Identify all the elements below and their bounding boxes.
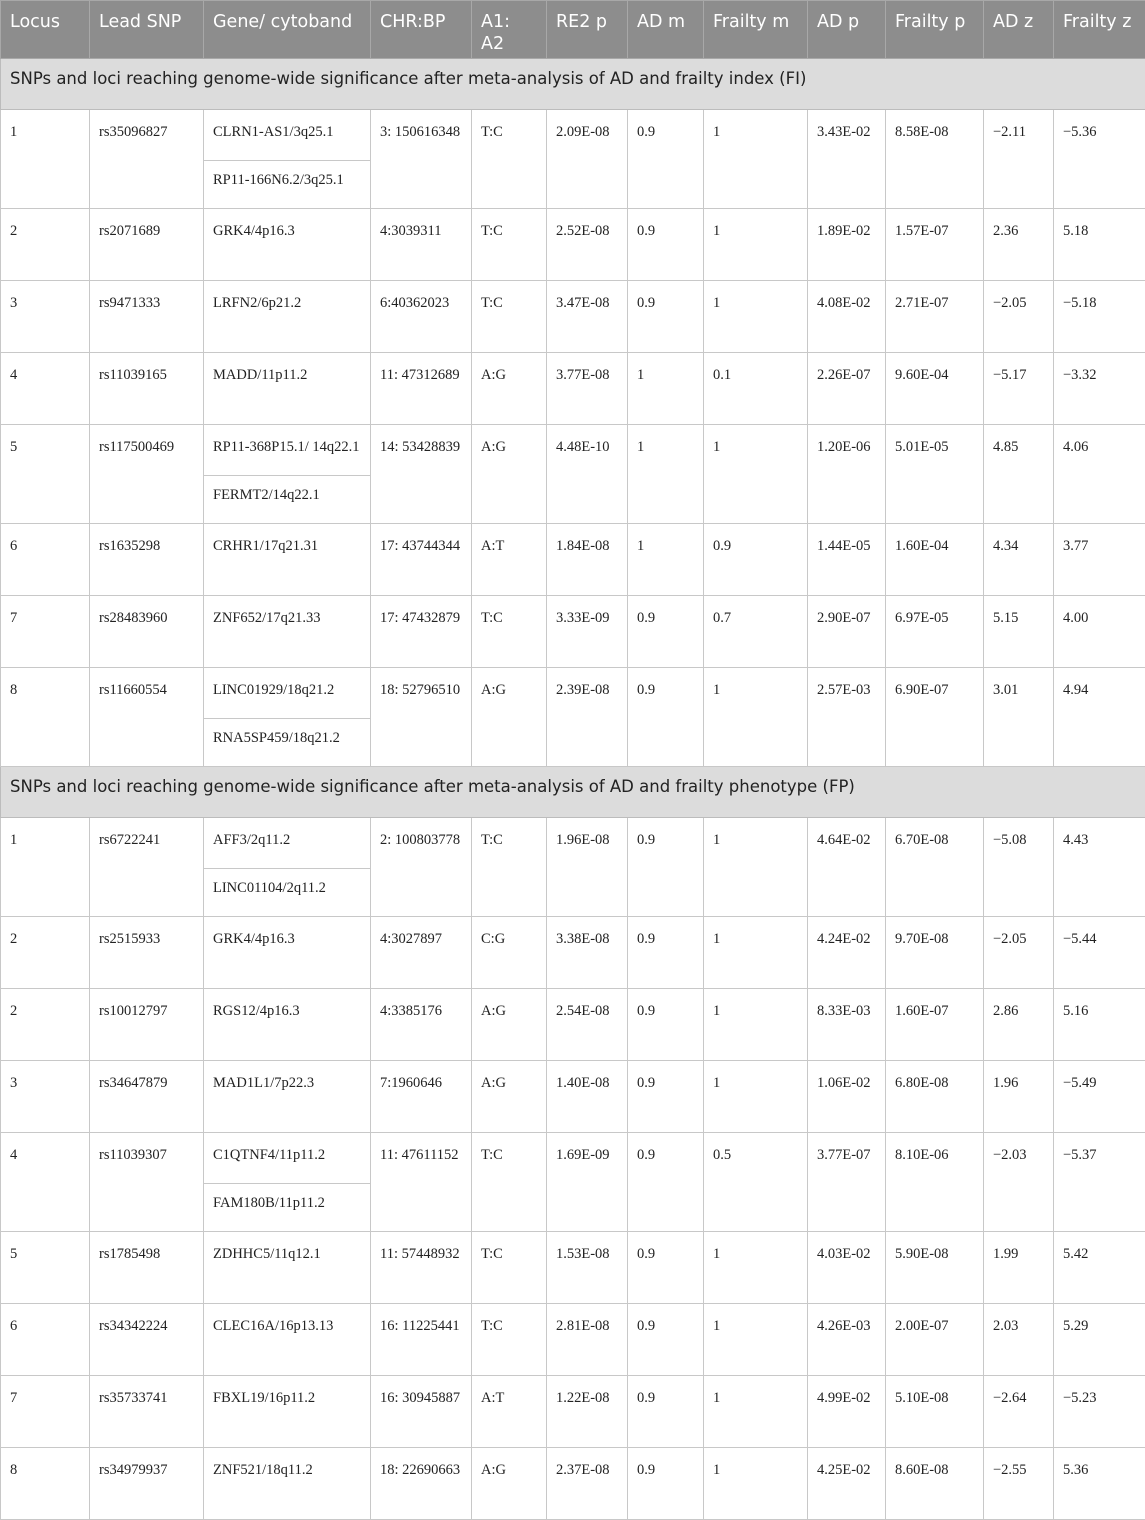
cell-locus: 3 [1, 1061, 90, 1133]
cell-ad-z: −5.08 [984, 818, 1054, 917]
table-row [1, 1448, 1145, 1520]
cell-locus: 2 [1, 989, 90, 1061]
table-row [1, 1304, 1145, 1376]
cell-frailty-m: 0.5 [704, 1133, 808, 1232]
cell-ad-p: 1.44E-05 [808, 524, 886, 596]
cell-ad-z: 2.03 [984, 1304, 1054, 1376]
cell-lead-snp: rs2071689 [90, 209, 204, 281]
cell-ad-z: 4.85 [984, 425, 1054, 524]
cell-re2-p: 1.22E-08 [547, 1376, 628, 1448]
table-row [1, 596, 1145, 668]
cell-re2-p: 2.54E-08 [547, 989, 628, 1061]
cell-ad-m: 0.9 [628, 1061, 704, 1133]
col-header-ad-z: AD z [984, 1, 1054, 59]
cell-chr-bp: 3: 150616348 [371, 110, 472, 209]
cell-frailty-m: 0.1 [704, 353, 808, 425]
cell-frailty-m: 0.7 [704, 596, 808, 668]
cell-frailty-m: 1 [704, 209, 808, 281]
cell-chr-bp: 2: 100803778 [371, 818, 472, 917]
cell-frailty-p: 6.70E-08 [886, 818, 984, 917]
cell-chr-bp: 14: 53428839 [371, 425, 472, 524]
cell-ad-m: 0.9 [628, 1304, 704, 1376]
cell-re2-p: 1.69E-09 [547, 1133, 628, 1232]
cell-ad-z: 2.36 [984, 209, 1054, 281]
cell-chr-bp: 4:3385176 [371, 989, 472, 1061]
cell-frailty-z: 4.00 [1054, 596, 1145, 668]
cell-gene-cytoband: AFF3/2q11.2 [204, 818, 371, 869]
cell-ad-p: 4.03E-02 [808, 1232, 886, 1304]
cell-locus: 5 [1, 1232, 90, 1304]
cell-frailty-p: 5.90E-08 [886, 1232, 984, 1304]
cell-frailty-p: 2.71E-07 [886, 281, 984, 353]
col-header-re2-p: RE2 p [547, 1, 628, 59]
cell-chr-bp: 17: 43744344 [371, 524, 472, 596]
cell-ad-m: 0.9 [628, 1232, 704, 1304]
cell-frailty-z: −5.49 [1054, 1061, 1145, 1133]
table-row [1, 818, 1145, 869]
cell-frailty-p: 1.60E-07 [886, 989, 984, 1061]
cell-ad-m: 1 [628, 425, 704, 524]
cell-gene-cytoband: FERMT2/14q22.1 [204, 476, 371, 524]
cell-gene-cytoband: LINC01104/2q11.2 [204, 869, 371, 917]
cell-ad-m: 0.9 [628, 596, 704, 668]
cell-ad-p: 4.26E-03 [808, 1304, 886, 1376]
cell-ad-z: 5.15 [984, 596, 1054, 668]
cell-re2-p: 1.40E-08 [547, 1061, 628, 1133]
cell-frailty-z: −5.37 [1054, 1133, 1145, 1232]
cell-frailty-p: 9.60E-04 [886, 353, 984, 425]
table-row [1, 917, 1145, 989]
cell-locus: 1 [1, 818, 90, 917]
cell-gene-cytoband: ZNF652/17q21.33 [204, 596, 371, 668]
cell-gene-cytoband: RGS12/4p16.3 [204, 989, 371, 1061]
col-header-lead-snp: Lead SNP [90, 1, 204, 59]
cell-locus: 3 [1, 281, 90, 353]
cell-re2-p: 2.37E-08 [547, 1448, 628, 1520]
cell-frailty-m: 1 [704, 1304, 808, 1376]
col-header-ad-m: AD m [628, 1, 704, 59]
cell-ad-p: 1.89E-02 [808, 209, 886, 281]
cell-gene-cytoband: ZDHHC5/11q12.1 [204, 1232, 371, 1304]
cell-frailty-p: 1.60E-04 [886, 524, 984, 596]
cell-frailty-m: 1 [704, 425, 808, 524]
cell-alleles: A:G [472, 1061, 547, 1133]
cell-chr-bp: 6:40362023 [371, 281, 472, 353]
cell-alleles: A:G [472, 668, 547, 767]
cell-ad-p: 3.43E-02 [808, 110, 886, 209]
cell-ad-m: 0.9 [628, 818, 704, 917]
cell-locus: 1 [1, 110, 90, 209]
cell-locus: 2 [1, 209, 90, 281]
cell-gene-cytoband: CLEC16A/16p13.13 [204, 1304, 371, 1376]
section-title: SNPs and loci reaching genome-wide significance after meta-analysis of AD and frailty phenotype (FP) [1, 767, 1145, 818]
cell-frailty-m: 1 [704, 1376, 808, 1448]
cell-locus: 5 [1, 425, 90, 524]
cell-alleles: T:C [472, 110, 547, 209]
cell-ad-m: 0.9 [628, 110, 704, 209]
cell-lead-snp: rs11039165 [90, 353, 204, 425]
section-title: SNPs and loci reaching genome-wide significance after meta-analysis of AD and frailty index (FI) [1, 59, 1145, 110]
header-row [1, 1, 1145, 59]
col-header-frailty-p: Frailty p [886, 1, 984, 59]
table-row [1, 1061, 1145, 1133]
cell-lead-snp: rs11660554 [90, 668, 204, 767]
cell-locus: 4 [1, 353, 90, 425]
cell-frailty-p: 6.90E-07 [886, 668, 984, 767]
cell-locus: 8 [1, 668, 90, 767]
cell-frailty-m: 1 [704, 1232, 808, 1304]
cell-frailty-m: 1 [704, 1061, 808, 1133]
cell-chr-bp: 16: 30945887 [371, 1376, 472, 1448]
cell-re2-p: 3.47E-08 [547, 281, 628, 353]
cell-lead-snp: rs117500469 [90, 425, 204, 524]
cell-frailty-p: 5.01E-05 [886, 425, 984, 524]
cell-locus: 4 [1, 1133, 90, 1232]
cell-locus: 6 [1, 1304, 90, 1376]
table-row [1, 353, 1145, 425]
cell-alleles: A:G [472, 425, 547, 524]
cell-frailty-p: 8.10E-06 [886, 1133, 984, 1232]
cell-lead-snp: rs34979937 [90, 1448, 204, 1520]
cell-alleles: T:C [472, 281, 547, 353]
cell-frailty-z: −5.23 [1054, 1376, 1145, 1448]
cell-frailty-p: 1.57E-07 [886, 209, 984, 281]
cell-lead-snp: rs11039307 [90, 1133, 204, 1232]
table-row [1, 110, 1145, 161]
cell-re2-p: 2.81E-08 [547, 1304, 628, 1376]
cell-frailty-m: 0.9 [704, 524, 808, 596]
cell-gene-cytoband: RP11-368P15.1/ 14q22.1 [204, 425, 371, 476]
cell-alleles: A:G [472, 989, 547, 1061]
cell-frailty-p: 9.70E-08 [886, 917, 984, 989]
cell-alleles: A:T [472, 1376, 547, 1448]
table-row [1, 989, 1145, 1061]
table-row [1, 668, 1145, 719]
cell-chr-bp: 4:3027897 [371, 917, 472, 989]
cell-alleles: T:C [472, 209, 547, 281]
cell-ad-m: 0.9 [628, 209, 704, 281]
cell-frailty-z: −5.18 [1054, 281, 1145, 353]
cell-frailty-z: 4.94 [1054, 668, 1145, 767]
cell-ad-z: −2.05 [984, 281, 1054, 353]
cell-alleles: A:G [472, 1448, 547, 1520]
cell-re2-p: 1.53E-08 [547, 1232, 628, 1304]
cell-ad-z: −2.55 [984, 1448, 1054, 1520]
table-body [1, 59, 1145, 1520]
cell-alleles: C:G [472, 917, 547, 989]
cell-frailty-z: 5.16 [1054, 989, 1145, 1061]
cell-gene-cytoband: LRFN2/6p21.2 [204, 281, 371, 353]
cell-chr-bp: 16: 11225441 [371, 1304, 472, 1376]
col-header-chr-bp: CHR:BP [371, 1, 472, 59]
cell-frailty-m: 1 [704, 989, 808, 1061]
cell-ad-m: 1 [628, 353, 704, 425]
cell-ad-z: 1.96 [984, 1061, 1054, 1133]
cell-gene-cytoband: RP11-166N6.2/3q25.1 [204, 161, 371, 209]
cell-ad-m: 0.9 [628, 668, 704, 767]
cell-frailty-p: 8.60E-08 [886, 1448, 984, 1520]
cell-ad-z: −2.03 [984, 1133, 1054, 1232]
cell-ad-p: 4.99E-02 [808, 1376, 886, 1448]
col-header-frailty-m: Frailty m [704, 1, 808, 59]
cell-gene-cytoband: FAM180B/11p11.2 [204, 1184, 371, 1232]
cell-ad-z: 2.86 [984, 989, 1054, 1061]
cell-ad-m: 0.9 [628, 989, 704, 1061]
cell-re2-p: 2.09E-08 [547, 110, 628, 209]
cell-frailty-p: 5.10E-08 [886, 1376, 984, 1448]
cell-ad-p: 4.64E-02 [808, 818, 886, 917]
cell-re2-p: 3.77E-08 [547, 353, 628, 425]
cell-lead-snp: rs28483960 [90, 596, 204, 668]
cell-ad-z: 1.99 [984, 1232, 1054, 1304]
cell-gene-cytoband: GRK4/4p16.3 [204, 209, 371, 281]
cell-chr-bp: 11: 47312689 [371, 353, 472, 425]
cell-frailty-z: 5.36 [1054, 1448, 1145, 1520]
cell-frailty-m: 1 [704, 281, 808, 353]
cell-lead-snp: rs1635298 [90, 524, 204, 596]
cell-alleles: T:C [472, 818, 547, 917]
cell-ad-m: 0.9 [628, 281, 704, 353]
cell-chr-bp: 11: 57448932 [371, 1232, 472, 1304]
col-header-ad-p: AD p [808, 1, 886, 59]
cell-frailty-z: 4.43 [1054, 818, 1145, 917]
cell-ad-m: 0.9 [628, 917, 704, 989]
cell-ad-z: −2.11 [984, 110, 1054, 209]
cell-frailty-z: 5.29 [1054, 1304, 1145, 1376]
cell-alleles: T:C [472, 1133, 547, 1232]
cell-ad-p: 2.90E-07 [808, 596, 886, 668]
table-row [1, 281, 1145, 353]
cell-ad-m: 1 [628, 524, 704, 596]
cell-gene-cytoband: LINC01929/18q21.2 [204, 668, 371, 719]
cell-frailty-m: 1 [704, 110, 808, 209]
cell-locus: 7 [1, 1376, 90, 1448]
cell-alleles: T:C [472, 1304, 547, 1376]
cell-lead-snp: rs10012797 [90, 989, 204, 1061]
cell-alleles: A:G [472, 353, 547, 425]
cell-ad-m: 0.9 [628, 1448, 704, 1520]
cell-re2-p: 3.38E-08 [547, 917, 628, 989]
cell-frailty-z: 5.18 [1054, 209, 1145, 281]
cell-frailty-z: −3.32 [1054, 353, 1145, 425]
cell-gene-cytoband: MAD1L1/7p22.3 [204, 1061, 371, 1133]
cell-frailty-m: 1 [704, 818, 808, 917]
cell-gene-cytoband: MADD/11p11.2 [204, 353, 371, 425]
cell-frailty-m: 1 [704, 668, 808, 767]
cell-ad-z: 4.34 [984, 524, 1054, 596]
cell-alleles: A:T [472, 524, 547, 596]
section-header-row [1, 59, 1145, 110]
cell-re2-p: 2.39E-08 [547, 668, 628, 767]
cell-frailty-p: 2.00E-07 [886, 1304, 984, 1376]
cell-alleles: T:C [472, 596, 547, 668]
cell-lead-snp: rs34342224 [90, 1304, 204, 1376]
cell-chr-bp: 17: 47432879 [371, 596, 472, 668]
table-row [1, 524, 1145, 596]
cell-frailty-p: 8.58E-08 [886, 110, 984, 209]
cell-ad-m: 0.9 [628, 1133, 704, 1232]
cell-ad-p: 1.20E-06 [808, 425, 886, 524]
cell-frailty-z: −5.44 [1054, 917, 1145, 989]
table-row [1, 425, 1145, 476]
cell-gene-cytoband: RNA5SP459/18q21.2 [204, 719, 371, 767]
section-header-row [1, 767, 1145, 818]
col-header-frailty-z: Frailty z [1054, 1, 1145, 59]
cell-frailty-z: 4.06 [1054, 425, 1145, 524]
cell-re2-p: 2.52E-08 [547, 209, 628, 281]
table-row [1, 1232, 1145, 1304]
col-header-alleles: A1: A2 [472, 1, 547, 59]
cell-ad-p: 8.33E-03 [808, 989, 886, 1061]
cell-frailty-z: 5.42 [1054, 1232, 1145, 1304]
cell-chr-bp: 7:1960646 [371, 1061, 472, 1133]
cell-re2-p: 3.33E-09 [547, 596, 628, 668]
cell-lead-snp: rs2515933 [90, 917, 204, 989]
cell-ad-p: 3.77E-07 [808, 1133, 886, 1232]
col-header-locus: Locus [1, 1, 90, 59]
cell-ad-p: 2.57E-03 [808, 668, 886, 767]
col-header-gene-cytoband: Gene/ cytoband [204, 1, 371, 59]
cell-chr-bp: 11: 47611152 [371, 1133, 472, 1232]
cell-gene-cytoband: CRHR1/17q21.31 [204, 524, 371, 596]
cell-lead-snp: rs34647879 [90, 1061, 204, 1133]
cell-re2-p: 4.48E-10 [547, 425, 628, 524]
cell-gene-cytoband: ZNF521/18q11.2 [204, 1448, 371, 1520]
cell-ad-z: −2.64 [984, 1376, 1054, 1448]
cell-ad-p: 2.26E-07 [808, 353, 886, 425]
cell-locus: 7 [1, 596, 90, 668]
cell-frailty-p: 6.80E-08 [886, 1061, 984, 1133]
cell-frailty-z: 3.77 [1054, 524, 1145, 596]
cell-frailty-m: 1 [704, 917, 808, 989]
cell-ad-z: 3.01 [984, 668, 1054, 767]
cell-ad-z: −5.17 [984, 353, 1054, 425]
cell-gene-cytoband: CLRN1-AS1/3q25.1 [204, 110, 371, 161]
cell-gene-cytoband: FBXL19/16p11.2 [204, 1376, 371, 1448]
cell-re2-p: 1.96E-08 [547, 818, 628, 917]
cell-lead-snp: rs35733741 [90, 1376, 204, 1448]
cell-chr-bp: 4:3039311 [371, 209, 472, 281]
cell-lead-snp: rs35096827 [90, 110, 204, 209]
cell-lead-snp: rs9471333 [90, 281, 204, 353]
cell-ad-p: 4.24E-02 [808, 917, 886, 989]
cell-frailty-z: −5.36 [1054, 110, 1145, 209]
table-row [1, 209, 1145, 281]
cell-lead-snp: rs6722241 [90, 818, 204, 917]
cell-ad-p: 1.06E-02 [808, 1061, 886, 1133]
cell-ad-z: −2.05 [984, 917, 1054, 989]
cell-ad-p: 4.25E-02 [808, 1448, 886, 1520]
cell-frailty-p: 6.97E-05 [886, 596, 984, 668]
cell-locus: 6 [1, 524, 90, 596]
cell-ad-m: 0.9 [628, 1376, 704, 1448]
cell-chr-bp: 18: 52796510 [371, 668, 472, 767]
cell-locus: 2 [1, 917, 90, 989]
cell-gene-cytoband: C1QTNF4/11p11.2 [204, 1133, 371, 1184]
table-row [1, 1133, 1145, 1184]
table-row [1, 1376, 1145, 1448]
cell-lead-snp: rs1785498 [90, 1232, 204, 1304]
cell-locus: 8 [1, 1448, 90, 1520]
cell-re2-p: 1.84E-08 [547, 524, 628, 596]
cell-chr-bp: 18: 22690663 [371, 1448, 472, 1520]
cell-alleles: T:C [472, 1232, 547, 1304]
cell-frailty-m: 1 [704, 1448, 808, 1520]
cell-gene-cytoband: GRK4/4p16.3 [204, 917, 371, 989]
cell-ad-p: 4.08E-02 [808, 281, 886, 353]
